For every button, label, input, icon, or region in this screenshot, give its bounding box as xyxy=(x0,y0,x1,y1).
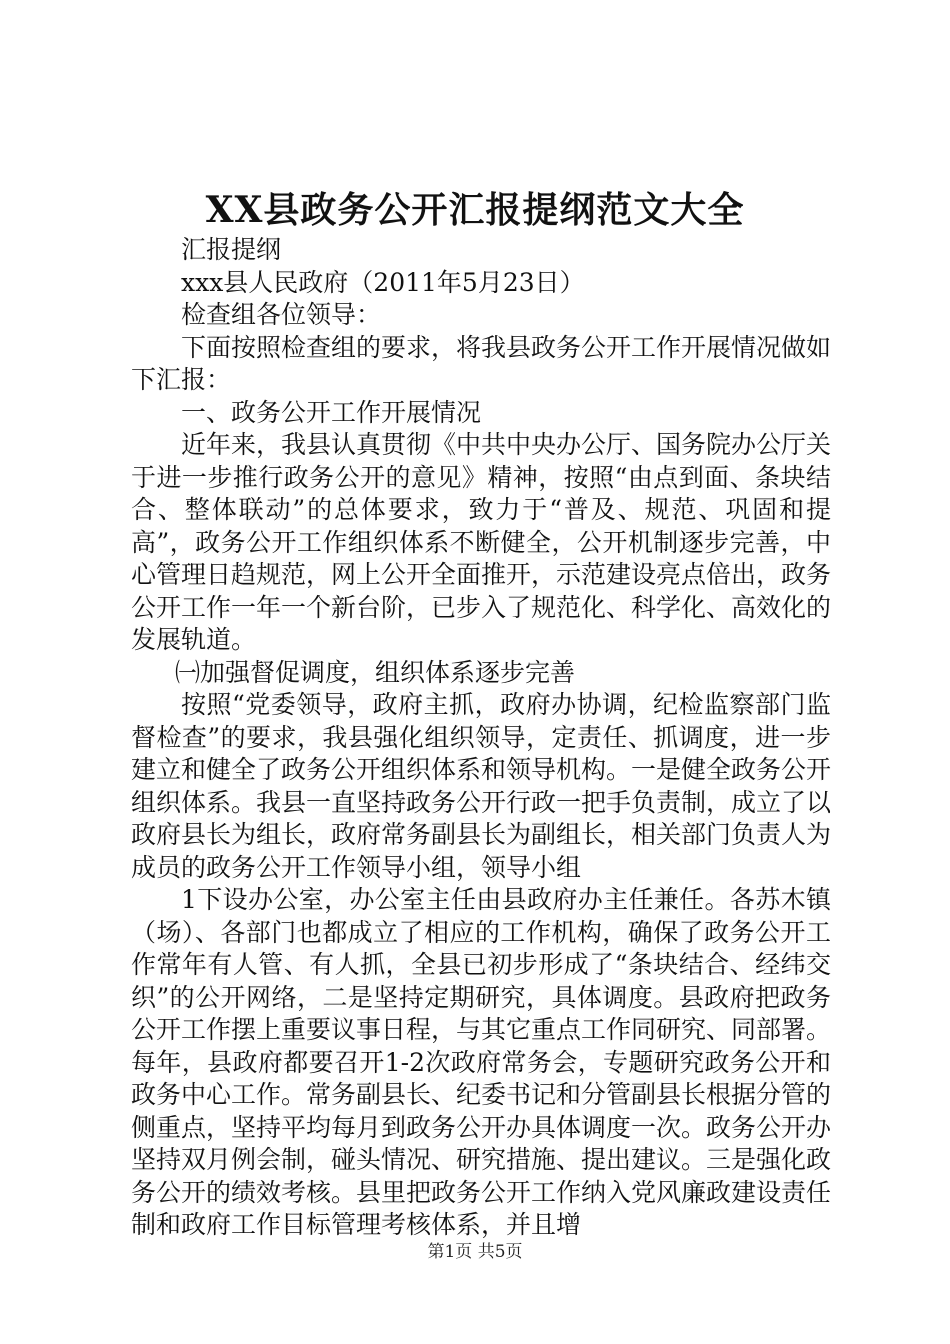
paragraph-office-setup: 1下设办公室，办公室主任由县政府办主任兼任。各苏木镇（场）、各部门也都成立了相应的工作机构，确保了政务公开工作常年有人管、有人抓，全县已初步形成了“条块结合、经纬交织”的公开网络，二是坚持定期研究，具体调度。县政府把政务公开工作摆上重要议事日程，与其它重点工作同研究、同部署。每年，县政府都要召开1-2次政府常务会，专题研究政务公开和政务中心工作。常务副县长、纪委书记和分管副县长根据分管的侧重点，坚持平均每月到政务公开办具体调度一次。政务公开办坚持双月例会制，碰头情况、研究措施、提出建议。三是强化政务公开的绩效考核。县里把政务公开工作纳入党风廉政建设责任制和政府工作目标管理考核体系，并且增 xyxy=(131,885,832,1239)
paragraph-outline-label: 汇报提纲 xyxy=(181,235,282,264)
section-heading-1: 一、政务公开工作开展情况 xyxy=(181,397,482,427)
paragraph-intro: 下面按照检查组的要求，将我县政务公开工作开展情况做如下汇报： xyxy=(131,332,832,394)
paragraph-issuer-date: xxx县人民政府（2011年5月23日） xyxy=(181,267,585,297)
paragraph-salutation: 检查组各位领导： xyxy=(181,300,382,329)
paragraph-organization: 按照“党委领导，政府主抓，政府办协调，纪检监察部门监督检查”的要求，我县强化组织领导，定责任、抓调度，进一步建立和健全了政务公开组织体系和领导机构。一是健全政务公开组织体系。我县一直坚持政务公开行政一把手负责制，成立了以政府县长为组长，政府常务副县长为副组长，相关部门负责人为成员的政务公开工作领导小组，领导小组 xyxy=(131,690,832,882)
document-body xyxy=(131,234,831,1242)
page-footer: 第1页 共5页 xyxy=(427,1242,523,1262)
paragraph-overview: 近年来，我县认真贯彻《中共中央办公厅、国务院办公厅关于进一步推行政务公开的意见》精神，按照“由点到面、条块结合、整体联动”的总体要求，致力于“普及、规范、巩固和提高”，政务公开工作组织体系不断健全，公开机制逐步完善，中心管理日趋规范，网上公开全面推开，示范建设亮点倍出，政务公开工作一年一个新台阶，已步入了规范化、科学化、高效化的发展轨道。 xyxy=(131,430,832,654)
subsection-heading-1: ㈠加强督促调度，组织体系逐步完善 xyxy=(175,657,576,687)
document-title: XX县政务公开汇报提纲范文大全 xyxy=(205,189,745,231)
